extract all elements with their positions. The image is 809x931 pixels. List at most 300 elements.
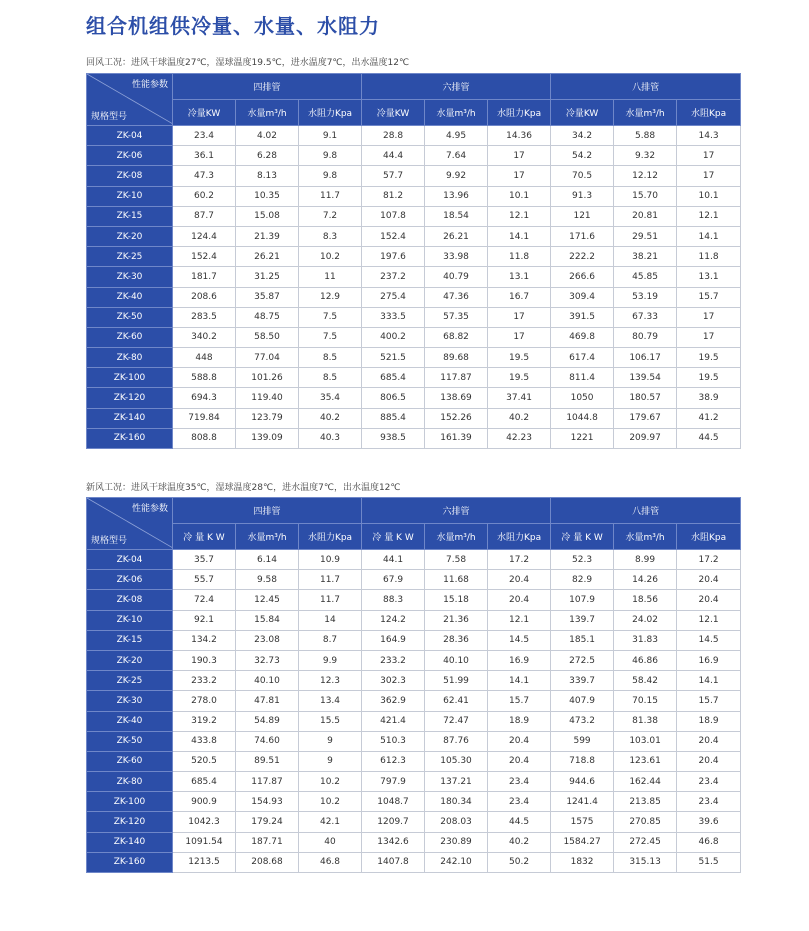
model-cell: ZK-160 (87, 852, 173, 872)
value-cell: 391.5 (551, 307, 614, 327)
value-cell: 1044.8 (551, 408, 614, 428)
value-cell: 718.8 (551, 751, 614, 771)
table-row (87, 570, 741, 590)
model-cell: ZK-25 (87, 247, 173, 267)
value-cell: 20.4 (677, 570, 741, 590)
value-cell: 9 (299, 731, 362, 751)
table-row (87, 550, 741, 570)
table-row (87, 247, 741, 267)
value-cell: 16.9 (677, 650, 741, 670)
value-cell: 8.3 (299, 226, 362, 246)
value-cell: 48.75 (236, 307, 299, 327)
value-cell: 105.30 (425, 751, 488, 771)
group-header: 四排管 (173, 498, 362, 524)
value-cell: 11.8 (677, 247, 741, 267)
value-cell: 13.4 (299, 691, 362, 711)
model-cell: ZK-20 (87, 226, 173, 246)
spec-table-fresh-air (86, 497, 741, 873)
value-cell: 9.9 (299, 650, 362, 670)
group-header: 八排管 (551, 74, 741, 100)
value-cell: 272.45 (614, 832, 677, 852)
value-cell: 51.99 (425, 671, 488, 691)
value-cell: 599 (551, 731, 614, 751)
value-cell: 1091.54 (173, 832, 236, 852)
value-cell: 33.98 (425, 247, 488, 267)
value-cell: 20.4 (488, 570, 551, 590)
value-cell: 88.3 (362, 590, 425, 610)
value-cell: 39.6 (677, 812, 741, 832)
value-cell: 233.2 (173, 671, 236, 691)
value-cell: 9 (299, 751, 362, 771)
value-cell: 139.54 (614, 368, 677, 388)
column-header: 水阻力Kpa (488, 524, 551, 550)
group-header: 四排管 (173, 74, 362, 100)
value-cell: 20.4 (488, 590, 551, 610)
value-cell: 57.7 (362, 166, 425, 186)
value-cell: 44.5 (488, 812, 551, 832)
value-cell: 70.5 (551, 166, 614, 186)
value-cell: 50.2 (488, 852, 551, 872)
value-cell: 26.21 (425, 226, 488, 246)
value-cell: 23.4 (173, 126, 236, 146)
value-cell: 121 (551, 206, 614, 226)
value-cell: 12.9 (299, 287, 362, 307)
column-header: 水量m³/h (614, 524, 677, 550)
value-cell: 107.8 (362, 206, 425, 226)
value-cell: 41.2 (677, 408, 741, 428)
value-cell: 87.76 (425, 731, 488, 751)
value-cell: 14.1 (677, 226, 741, 246)
value-cell: 213.85 (614, 792, 677, 812)
page-title: 组合机组供冷量、水量、水阻力 (86, 14, 380, 38)
value-cell: 719.84 (173, 408, 236, 428)
model-cell: ZK-80 (87, 348, 173, 368)
model-cell: ZK-06 (87, 146, 173, 166)
model-cell: ZK-80 (87, 772, 173, 792)
value-cell: 154.93 (236, 792, 299, 812)
table-body (87, 126, 741, 449)
value-cell: 89.51 (236, 751, 299, 771)
value-cell: 74.60 (236, 731, 299, 751)
value-cell: 70.15 (614, 691, 677, 711)
value-cell: 15.18 (425, 590, 488, 610)
value-cell: 230.89 (425, 832, 488, 852)
value-cell: 52.3 (551, 550, 614, 570)
value-cell: 362.9 (362, 691, 425, 711)
table-row (87, 590, 741, 610)
value-cell: 8.5 (299, 348, 362, 368)
value-cell: 1342.6 (362, 832, 425, 852)
value-cell: 17 (677, 166, 741, 186)
value-cell: 15.08 (236, 206, 299, 226)
value-cell: 47.36 (425, 287, 488, 307)
value-cell: 1575 (551, 812, 614, 832)
group-header: 八排管 (551, 498, 741, 524)
corner-header-cell (87, 498, 173, 550)
value-cell: 87.7 (173, 206, 236, 226)
table-row (87, 327, 741, 347)
value-cell: 20.4 (677, 751, 741, 771)
value-cell: 4.02 (236, 126, 299, 146)
value-cell: 35.4 (299, 388, 362, 408)
table-row (87, 348, 741, 368)
model-cell: ZK-25 (87, 671, 173, 691)
value-cell: 938.5 (362, 428, 425, 448)
value-cell: 17 (677, 307, 741, 327)
value-cell: 152.4 (173, 247, 236, 267)
value-cell: 44.4 (362, 146, 425, 166)
value-cell: 44.1 (362, 550, 425, 570)
model-cell: ZK-160 (87, 428, 173, 448)
value-cell: 101.26 (236, 368, 299, 388)
value-cell: 1213.5 (173, 852, 236, 872)
value-cell: 28.8 (362, 126, 425, 146)
value-cell: 10.1 (488, 186, 551, 206)
value-cell: 138.69 (425, 388, 488, 408)
value-cell: 315.13 (614, 852, 677, 872)
value-cell: 14.3 (677, 126, 741, 146)
value-cell: 42.1 (299, 812, 362, 832)
model-cell: ZK-50 (87, 307, 173, 327)
value-cell: 117.87 (425, 368, 488, 388)
value-cell: 10.9 (299, 550, 362, 570)
value-cell: 23.08 (236, 630, 299, 650)
value-cell: 283.5 (173, 307, 236, 327)
column-header: 水量m³/h (614, 100, 677, 126)
column-header: 水阻Kpa (677, 524, 741, 550)
value-cell: 8.99 (614, 550, 677, 570)
value-cell: 685.4 (173, 772, 236, 792)
value-cell: 38.21 (614, 247, 677, 267)
value-cell: 10.2 (299, 792, 362, 812)
model-cell: ZK-60 (87, 327, 173, 347)
model-cell: ZK-08 (87, 590, 173, 610)
value-cell: 124.4 (173, 226, 236, 246)
value-cell: 35.7 (173, 550, 236, 570)
value-cell: 9.58 (236, 570, 299, 590)
model-cell: ZK-30 (87, 691, 173, 711)
value-cell: 10.2 (299, 772, 362, 792)
value-cell: 81.2 (362, 186, 425, 206)
table-row (87, 307, 741, 327)
value-cell: 187.71 (236, 832, 299, 852)
value-cell: 20.4 (488, 751, 551, 771)
value-cell: 72.4 (173, 590, 236, 610)
value-cell: 40.79 (425, 267, 488, 287)
value-cell: 47.81 (236, 691, 299, 711)
value-cell: 54.2 (551, 146, 614, 166)
value-cell: 152.26 (425, 408, 488, 428)
value-cell: 117.87 (236, 772, 299, 792)
table-row (87, 832, 741, 852)
value-cell: 23.4 (488, 792, 551, 812)
value-cell: 407.9 (551, 691, 614, 711)
value-cell: 180.34 (425, 792, 488, 812)
value-cell: 45.85 (614, 267, 677, 287)
value-cell: 23.4 (677, 792, 741, 812)
value-cell: 161.39 (425, 428, 488, 448)
model-cell: ZK-120 (87, 812, 173, 832)
value-cell: 123.79 (236, 408, 299, 428)
model-cell: ZK-15 (87, 630, 173, 650)
value-cell: 18.54 (425, 206, 488, 226)
table-header (87, 74, 741, 126)
value-cell: 15.5 (299, 711, 362, 731)
value-cell: 208.03 (425, 812, 488, 832)
value-cell: 139.09 (236, 428, 299, 448)
value-cell: 12.3 (299, 671, 362, 691)
value-cell: 81.38 (614, 711, 677, 731)
value-cell: 171.6 (551, 226, 614, 246)
value-cell: 185.1 (551, 630, 614, 650)
value-cell: 8.7 (299, 630, 362, 650)
value-cell: 42.23 (488, 428, 551, 448)
value-cell: 7.58 (425, 550, 488, 570)
model-cell: ZK-06 (87, 570, 173, 590)
spec-table-return-air (86, 73, 741, 449)
value-cell: 685.4 (362, 368, 425, 388)
table-row (87, 691, 741, 711)
value-cell: 107.9 (551, 590, 614, 610)
value-cell: 811.4 (551, 368, 614, 388)
value-cell: 190.3 (173, 650, 236, 670)
value-cell: 72.47 (425, 711, 488, 731)
table-row (87, 146, 741, 166)
model-cell: ZK-40 (87, 711, 173, 731)
value-cell: 53.19 (614, 287, 677, 307)
value-cell: 208.6 (173, 287, 236, 307)
column-header: 水阻力Kpa (299, 524, 362, 550)
value-cell: 23.4 (488, 772, 551, 792)
value-cell: 17.2 (488, 550, 551, 570)
value-cell: 17 (677, 327, 741, 347)
value-cell: 9.8 (299, 146, 362, 166)
value-cell: 103.01 (614, 731, 677, 751)
value-cell: 7.5 (299, 327, 362, 347)
model-cell: ZK-100 (87, 368, 173, 388)
value-cell: 694.3 (173, 388, 236, 408)
column-header: 水阻Kpa (677, 100, 741, 126)
value-cell: 18.56 (614, 590, 677, 610)
value-cell: 11.7 (299, 570, 362, 590)
group-header: 六排管 (362, 498, 551, 524)
value-cell: 20.4 (488, 731, 551, 751)
value-cell: 57.35 (425, 307, 488, 327)
condition-fresh-air: 新风工况：进风干球温度35℃，湿球温度28℃，进水温度7℃，出水温度12℃ (86, 483, 401, 493)
value-cell: 152.4 (362, 226, 425, 246)
value-cell: 139.7 (551, 610, 614, 630)
value-cell: 46.8 (677, 832, 741, 852)
value-cell: 124.2 (362, 610, 425, 630)
value-cell: 32.73 (236, 650, 299, 670)
value-cell: 15.70 (614, 186, 677, 206)
column-header: 冷 量 K W (362, 524, 425, 550)
header-row-groups (87, 74, 741, 100)
value-cell: 44.5 (677, 428, 741, 448)
value-cell: 19.5 (488, 368, 551, 388)
value-cell: 14.36 (488, 126, 551, 146)
value-cell: 1584.27 (551, 832, 614, 852)
value-cell: 15.7 (488, 691, 551, 711)
model-cell: ZK-04 (87, 550, 173, 570)
table-row (87, 731, 741, 751)
value-cell: 400.2 (362, 327, 425, 347)
table-row (87, 428, 741, 448)
value-cell: 40.10 (425, 650, 488, 670)
corner-header-cell (87, 74, 173, 126)
value-cell: 14.1 (488, 671, 551, 691)
value-cell: 8.13 (236, 166, 299, 186)
model-cell: ZK-08 (87, 166, 173, 186)
value-cell: 31.25 (236, 267, 299, 287)
value-cell: 10.1 (677, 186, 741, 206)
value-cell: 14.26 (614, 570, 677, 590)
value-cell: 340.2 (173, 327, 236, 347)
value-cell: 421.4 (362, 711, 425, 731)
value-cell: 319.2 (173, 711, 236, 731)
table-row (87, 711, 741, 731)
value-cell: 521.5 (362, 348, 425, 368)
value-cell: 448 (173, 348, 236, 368)
value-cell: 15.7 (677, 691, 741, 711)
value-cell: 21.39 (236, 226, 299, 246)
header-row-subheaders (87, 100, 741, 126)
table-header (87, 498, 741, 550)
corner-label-model: 规格型号 (91, 536, 128, 546)
value-cell: 37.41 (488, 388, 551, 408)
value-cell: 1407.8 (362, 852, 425, 872)
value-cell: 12.1 (488, 206, 551, 226)
value-cell: 473.2 (551, 711, 614, 731)
value-cell: 34.2 (551, 126, 614, 146)
value-cell: 520.5 (173, 751, 236, 771)
value-cell: 208.68 (236, 852, 299, 872)
value-cell: 51.5 (677, 852, 741, 872)
value-cell: 180.57 (614, 388, 677, 408)
value-cell: 91.3 (551, 186, 614, 206)
table-row (87, 166, 741, 186)
value-cell: 18.9 (488, 711, 551, 731)
value-cell: 137.21 (425, 772, 488, 792)
value-cell: 17 (488, 146, 551, 166)
value-cell: 19.5 (488, 348, 551, 368)
value-cell: 9.32 (614, 146, 677, 166)
value-cell: 302.3 (362, 671, 425, 691)
value-cell: 944.6 (551, 772, 614, 792)
model-cell: ZK-15 (87, 206, 173, 226)
value-cell: 62.41 (425, 691, 488, 711)
value-cell: 12.1 (488, 610, 551, 630)
group-header: 六排管 (362, 74, 551, 100)
value-cell: 58.50 (236, 327, 299, 347)
header-row-subheaders (87, 524, 741, 550)
value-cell: 197.6 (362, 247, 425, 267)
value-cell: 40.3 (299, 428, 362, 448)
value-cell: 1050 (551, 388, 614, 408)
value-cell: 266.6 (551, 267, 614, 287)
table-row (87, 287, 741, 307)
value-cell: 20.81 (614, 206, 677, 226)
value-cell: 9.8 (299, 166, 362, 186)
table-row (87, 206, 741, 226)
value-cell: 6.14 (236, 550, 299, 570)
table-body (87, 550, 741, 873)
value-cell: 60.2 (173, 186, 236, 206)
value-cell: 270.85 (614, 812, 677, 832)
table-row (87, 772, 741, 792)
value-cell: 15.7 (677, 287, 741, 307)
value-cell: 9.1 (299, 126, 362, 146)
table-row (87, 852, 741, 872)
model-cell: ZK-100 (87, 792, 173, 812)
value-cell: 82.9 (551, 570, 614, 590)
value-cell: 179.67 (614, 408, 677, 428)
value-cell: 9.92 (425, 166, 488, 186)
value-cell: 119.40 (236, 388, 299, 408)
value-cell: 123.61 (614, 751, 677, 771)
value-cell: 18.9 (677, 711, 741, 731)
value-cell: 13.1 (677, 267, 741, 287)
value-cell: 16.7 (488, 287, 551, 307)
model-cell: ZK-04 (87, 126, 173, 146)
table-row (87, 186, 741, 206)
table-row (87, 610, 741, 630)
value-cell: 1221 (551, 428, 614, 448)
value-cell: 17 (488, 327, 551, 347)
value-cell: 4.95 (425, 126, 488, 146)
model-cell: ZK-140 (87, 832, 173, 852)
table-row (87, 388, 741, 408)
value-cell: 1042.3 (173, 812, 236, 832)
value-cell: 7.2 (299, 206, 362, 226)
value-cell: 89.68 (425, 348, 488, 368)
value-cell: 10.35 (236, 186, 299, 206)
value-cell: 55.7 (173, 570, 236, 590)
column-header: 冷量KW (362, 100, 425, 126)
value-cell: 14 (299, 610, 362, 630)
model-cell: ZK-40 (87, 287, 173, 307)
value-cell: 8.5 (299, 368, 362, 388)
value-cell: 900.9 (173, 792, 236, 812)
value-cell: 12.1 (677, 610, 741, 630)
model-cell: ZK-120 (87, 388, 173, 408)
value-cell: 14.5 (677, 630, 741, 650)
value-cell: 275.4 (362, 287, 425, 307)
value-cell: 47.3 (173, 166, 236, 186)
value-cell: 612.3 (362, 751, 425, 771)
value-cell: 19.5 (677, 368, 741, 388)
table-row (87, 408, 741, 428)
value-cell: 12.45 (236, 590, 299, 610)
value-cell: 12.12 (614, 166, 677, 186)
value-cell: 1048.7 (362, 792, 425, 812)
column-header: 冷 量 K W (173, 524, 236, 550)
value-cell: 19.5 (677, 348, 741, 368)
value-cell: 309.4 (551, 287, 614, 307)
value-cell: 46.8 (299, 852, 362, 872)
table-row (87, 812, 741, 832)
column-header: 水量m³/h (236, 524, 299, 550)
value-cell: 67.9 (362, 570, 425, 590)
value-cell: 134.2 (173, 630, 236, 650)
value-cell: 77.04 (236, 348, 299, 368)
corner-label-params: 性能参数 (131, 504, 168, 514)
value-cell: 7.5 (299, 307, 362, 327)
header-row-groups (87, 498, 741, 524)
value-cell: 20.4 (677, 590, 741, 610)
value-cell: 162.44 (614, 772, 677, 792)
table-row (87, 226, 741, 246)
